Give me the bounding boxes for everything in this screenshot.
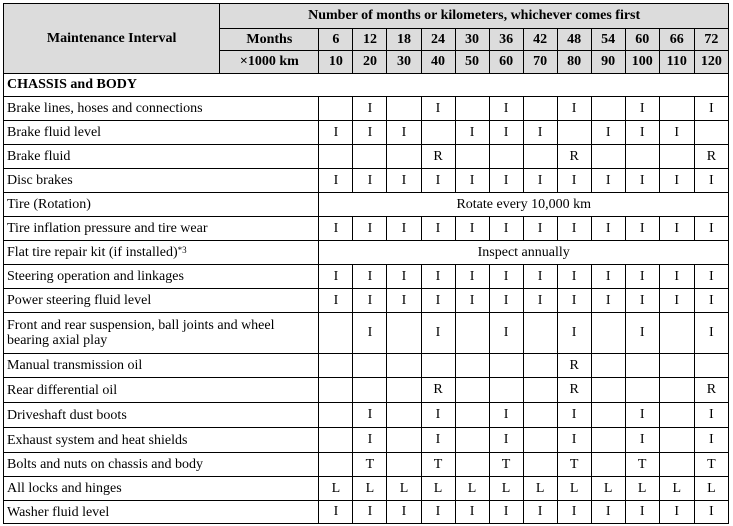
service-mark — [387, 378, 421, 403]
service-mark — [523, 97, 557, 121]
service-mark: I — [659, 265, 694, 289]
table-row — [4, 97, 729, 121]
service-mark: I — [489, 169, 523, 193]
service-mark: I — [353, 265, 387, 289]
interval-banner: Number of months or kilometers, whichever comes first — [220, 4, 729, 29]
km-label: ×1000 km — [220, 51, 319, 74]
service-mark — [387, 97, 421, 121]
service-mark: I — [319, 501, 353, 524]
service-mark: I — [353, 97, 387, 121]
service-mark: I — [421, 265, 455, 289]
service-mark: I — [421, 313, 455, 354]
service-mark — [523, 403, 557, 428]
item-text: Bolts and nuts on chassis and body — [7, 457, 203, 472]
service-mark: I — [353, 501, 387, 524]
service-mark: L — [387, 477, 421, 501]
service-mark — [455, 313, 489, 354]
service-mark: I — [523, 121, 557, 145]
service-mark — [591, 354, 625, 378]
item-text: Brake fluid — [7, 149, 71, 164]
maintenance-schedule-table — [3, 3, 729, 524]
service-mark — [319, 453, 353, 477]
service-mark: T — [694, 453, 728, 477]
service-mark — [659, 378, 694, 403]
service-mark: I — [387, 121, 421, 145]
service-mark — [523, 354, 557, 378]
item-text: Rear differential oil — [7, 382, 118, 398]
service-mark — [387, 145, 421, 169]
item-text: Brake lines, hoses and connections — [7, 101, 203, 116]
service-mark — [319, 145, 353, 169]
maintenance-item-label — [4, 378, 319, 403]
service-mark — [591, 378, 625, 403]
service-mark — [523, 453, 557, 477]
service-mark: I — [523, 217, 557, 241]
service-mark — [659, 453, 694, 477]
service-mark: I — [489, 121, 523, 145]
maintenance-interval-header: Maintenance Interval — [4, 4, 220, 74]
span-note: Rotate every 10,000 km — [319, 193, 729, 217]
service-mark — [319, 313, 353, 354]
service-mark: L — [591, 477, 625, 501]
service-mark — [455, 428, 489, 453]
service-mark: I — [694, 501, 728, 524]
table-row — [4, 403, 729, 428]
service-mark: I — [455, 265, 489, 289]
service-mark: I — [557, 313, 591, 354]
table-row — [4, 313, 729, 354]
service-mark: T — [421, 453, 455, 477]
service-mark: I — [387, 289, 421, 313]
service-mark — [489, 378, 523, 403]
service-mark — [489, 145, 523, 169]
service-mark — [659, 403, 694, 428]
service-mark: R — [557, 378, 591, 403]
service-mark: I — [523, 501, 557, 524]
table-row — [4, 193, 729, 217]
service-mark — [455, 453, 489, 477]
service-mark — [625, 378, 659, 403]
service-mark — [523, 428, 557, 453]
service-mark: R — [557, 354, 591, 378]
service-mark: I — [387, 501, 421, 524]
service-mark — [455, 403, 489, 428]
service-mark — [591, 145, 625, 169]
service-mark: I — [421, 97, 455, 121]
service-mark — [387, 403, 421, 428]
service-mark: I — [694, 313, 728, 354]
months-value: 24 — [421, 29, 455, 51]
service-mark — [455, 145, 489, 169]
item-text: Exhaust system and heat shields — [7, 432, 188, 448]
service-mark — [591, 403, 625, 428]
item-text: Washer fluid level — [7, 504, 110, 520]
service-mark — [659, 97, 694, 121]
service-mark: I — [694, 403, 728, 428]
service-mark: I — [625, 403, 659, 428]
months-value: 36 — [489, 29, 523, 51]
service-mark: I — [625, 97, 659, 121]
item-text: Tire (Rotation) — [7, 197, 91, 212]
service-mark: R — [557, 145, 591, 169]
service-mark — [659, 145, 694, 169]
km-value: 80 — [557, 51, 591, 74]
service-mark — [455, 97, 489, 121]
service-mark — [625, 354, 659, 378]
maintenance-item-label — [4, 121, 319, 145]
service-mark — [319, 428, 353, 453]
service-mark: I — [523, 265, 557, 289]
item-text: Manual transmission oil — [7, 358, 143, 373]
service-mark: L — [455, 477, 489, 501]
table-row — [4, 217, 729, 241]
table-row — [4, 241, 729, 265]
service-mark: I — [625, 501, 659, 524]
maintenance-item-label — [4, 145, 319, 169]
service-mark: I — [694, 265, 728, 289]
months-value: 6 — [319, 29, 353, 51]
service-mark: R — [421, 378, 455, 403]
service-mark: I — [625, 289, 659, 313]
service-mark: I — [421, 501, 455, 524]
service-mark: I — [591, 169, 625, 193]
maintenance-item-label — [4, 265, 319, 289]
maintenance-item-label — [4, 313, 319, 354]
km-value: 90 — [591, 51, 625, 74]
service-mark: I — [489, 428, 523, 453]
maintenance-item-label — [4, 97, 319, 121]
service-mark: R — [694, 378, 728, 403]
service-mark: I — [319, 289, 353, 313]
months-value: 48 — [557, 29, 591, 51]
service-mark: I — [557, 501, 591, 524]
months-value: 54 — [591, 29, 625, 51]
km-value: 30 — [387, 51, 421, 74]
service-mark — [421, 121, 455, 145]
service-mark: I — [591, 289, 625, 313]
service-mark — [353, 354, 387, 378]
km-value: 60 — [489, 51, 523, 74]
km-value: 40 — [421, 51, 455, 74]
service-mark — [353, 378, 387, 403]
service-mark: I — [557, 403, 591, 428]
service-mark: I — [387, 217, 421, 241]
table-row — [4, 265, 729, 289]
service-mark: L — [353, 477, 387, 501]
service-mark: I — [319, 121, 353, 145]
service-mark: I — [523, 289, 557, 313]
service-mark: I — [557, 428, 591, 453]
service-mark: I — [694, 289, 728, 313]
km-value: 20 — [353, 51, 387, 74]
service-mark: I — [625, 265, 659, 289]
service-mark — [387, 428, 421, 453]
service-mark: I — [353, 217, 387, 241]
months-value: 72 — [694, 29, 728, 51]
service-mark: L — [625, 477, 659, 501]
service-mark: I — [659, 217, 694, 241]
service-mark: I — [421, 169, 455, 193]
table-row — [4, 428, 729, 453]
service-mark — [591, 97, 625, 121]
item-text: Steering operation and linkages — [7, 269, 184, 284]
service-mark: I — [557, 97, 591, 121]
service-mark — [625, 145, 659, 169]
maintenance-item-label — [4, 403, 319, 428]
service-mark: I — [625, 313, 659, 354]
service-mark: I — [625, 428, 659, 453]
service-mark: I — [557, 217, 591, 241]
service-mark — [591, 453, 625, 477]
service-mark: I — [659, 169, 694, 193]
service-mark: L — [421, 477, 455, 501]
service-mark: L — [694, 477, 728, 501]
service-mark: I — [353, 289, 387, 313]
maintenance-item-label — [4, 354, 319, 378]
service-mark: I — [659, 121, 694, 145]
service-mark — [319, 403, 353, 428]
service-mark: I — [455, 121, 489, 145]
item-text: Front and rear suspension, ball joints and wheel bearing axial play — [7, 318, 275, 348]
service-mark: I — [557, 289, 591, 313]
service-mark: I — [455, 169, 489, 193]
service-mark: T — [625, 453, 659, 477]
service-mark: I — [353, 121, 387, 145]
maintenance-item-label — [4, 217, 319, 241]
item-text: Flat tire repair kit (if installed) — [7, 245, 178, 260]
maintenance-item-label — [4, 289, 319, 313]
service-mark: I — [455, 217, 489, 241]
maintenance-item-label — [4, 453, 319, 477]
service-mark: I — [421, 428, 455, 453]
item-text: Brake fluid level — [7, 125, 102, 140]
service-mark — [523, 378, 557, 403]
service-mark: I — [319, 265, 353, 289]
item-text: Power steering fluid level — [7, 293, 152, 308]
service-mark: T — [557, 453, 591, 477]
service-mark: I — [591, 501, 625, 524]
service-mark — [353, 145, 387, 169]
service-mark: I — [659, 501, 694, 524]
service-mark — [455, 378, 489, 403]
service-mark: I — [387, 265, 421, 289]
span-note: Inspect annually — [319, 241, 729, 265]
service-mark: L — [557, 477, 591, 501]
table-row — [4, 477, 729, 501]
service-mark — [387, 313, 421, 354]
service-mark: I — [625, 169, 659, 193]
service-mark — [591, 428, 625, 453]
service-mark — [387, 354, 421, 378]
maintenance-item-label — [4, 501, 319, 524]
months-value: 60 — [625, 29, 659, 51]
months-value: 30 — [455, 29, 489, 51]
service-mark: I — [694, 217, 728, 241]
service-mark: I — [421, 403, 455, 428]
maintenance-item-label — [4, 241, 319, 265]
service-mark: I — [353, 313, 387, 354]
service-mark: R — [421, 145, 455, 169]
service-mark: L — [489, 477, 523, 501]
service-mark: I — [694, 97, 728, 121]
service-mark — [421, 354, 455, 378]
km-value: 100 — [625, 51, 659, 74]
service-mark: I — [489, 501, 523, 524]
section-title: CHASSIS and BODY — [4, 74, 729, 97]
service-mark: I — [421, 289, 455, 313]
service-mark: I — [455, 289, 489, 313]
item-text: Disc brakes — [7, 173, 73, 188]
service-mark: I — [659, 289, 694, 313]
service-mark — [557, 121, 591, 145]
service-mark: I — [387, 169, 421, 193]
km-value: 120 — [694, 51, 728, 74]
service-mark: I — [489, 265, 523, 289]
service-mark — [387, 453, 421, 477]
km-value: 10 — [319, 51, 353, 74]
service-mark — [523, 145, 557, 169]
months-value: 66 — [659, 29, 694, 51]
service-mark — [319, 378, 353, 403]
service-mark: I — [625, 121, 659, 145]
service-mark — [455, 354, 489, 378]
maintenance-item-label — [4, 193, 319, 217]
maintenance-item-label — [4, 477, 319, 501]
maintenance-item-label — [4, 169, 319, 193]
service-mark — [319, 354, 353, 378]
service-mark: L — [523, 477, 557, 501]
table-row — [4, 289, 729, 313]
service-mark: I — [489, 403, 523, 428]
table-row — [4, 121, 729, 145]
table-row — [4, 453, 729, 477]
service-mark — [489, 354, 523, 378]
table-row — [4, 378, 729, 403]
service-mark: I — [319, 217, 353, 241]
table-row — [4, 501, 729, 524]
service-mark: T — [353, 453, 387, 477]
service-mark: I — [353, 403, 387, 428]
months-label: Months — [220, 29, 319, 51]
table-row — [4, 145, 729, 169]
service-mark — [319, 97, 353, 121]
service-mark: I — [353, 169, 387, 193]
service-mark: I — [557, 169, 591, 193]
item-text: Tire inflation pressure and tire wear — [7, 221, 208, 236]
service-mark — [659, 313, 694, 354]
service-mark: I — [694, 169, 728, 193]
service-mark — [659, 428, 694, 453]
service-mark — [694, 121, 728, 145]
service-mark: I — [694, 428, 728, 453]
months-value: 18 — [387, 29, 421, 51]
table-row — [4, 169, 729, 193]
service-mark: I — [591, 217, 625, 241]
km-value: 50 — [455, 51, 489, 74]
service-mark: I — [489, 97, 523, 121]
service-mark: I — [421, 217, 455, 241]
service-mark: L — [319, 477, 353, 501]
service-mark: I — [591, 121, 625, 145]
service-mark: I — [319, 169, 353, 193]
months-value: 12 — [353, 29, 387, 51]
service-mark: I — [489, 217, 523, 241]
service-mark — [659, 354, 694, 378]
service-mark: R — [694, 145, 728, 169]
service-mark: I — [625, 217, 659, 241]
km-value: 110 — [659, 51, 694, 74]
service-mark: I — [353, 428, 387, 453]
footnote-ref: *3 — [177, 245, 187, 255]
service-mark: I — [523, 169, 557, 193]
months-value: 42 — [523, 29, 557, 51]
service-mark — [591, 313, 625, 354]
item-text: Driveshaft dust boots — [7, 407, 127, 423]
service-mark — [523, 313, 557, 354]
service-mark: T — [489, 453, 523, 477]
service-mark: I — [591, 265, 625, 289]
service-mark: I — [557, 265, 591, 289]
service-mark: I — [489, 313, 523, 354]
service-mark — [694, 354, 728, 378]
service-mark: I — [489, 289, 523, 313]
item-text: All locks and hinges — [7, 481, 122, 496]
table-row — [4, 354, 729, 378]
maintenance-item-label — [4, 428, 319, 453]
service-mark: I — [455, 501, 489, 524]
km-value: 70 — [523, 51, 557, 74]
service-mark: L — [659, 477, 694, 501]
